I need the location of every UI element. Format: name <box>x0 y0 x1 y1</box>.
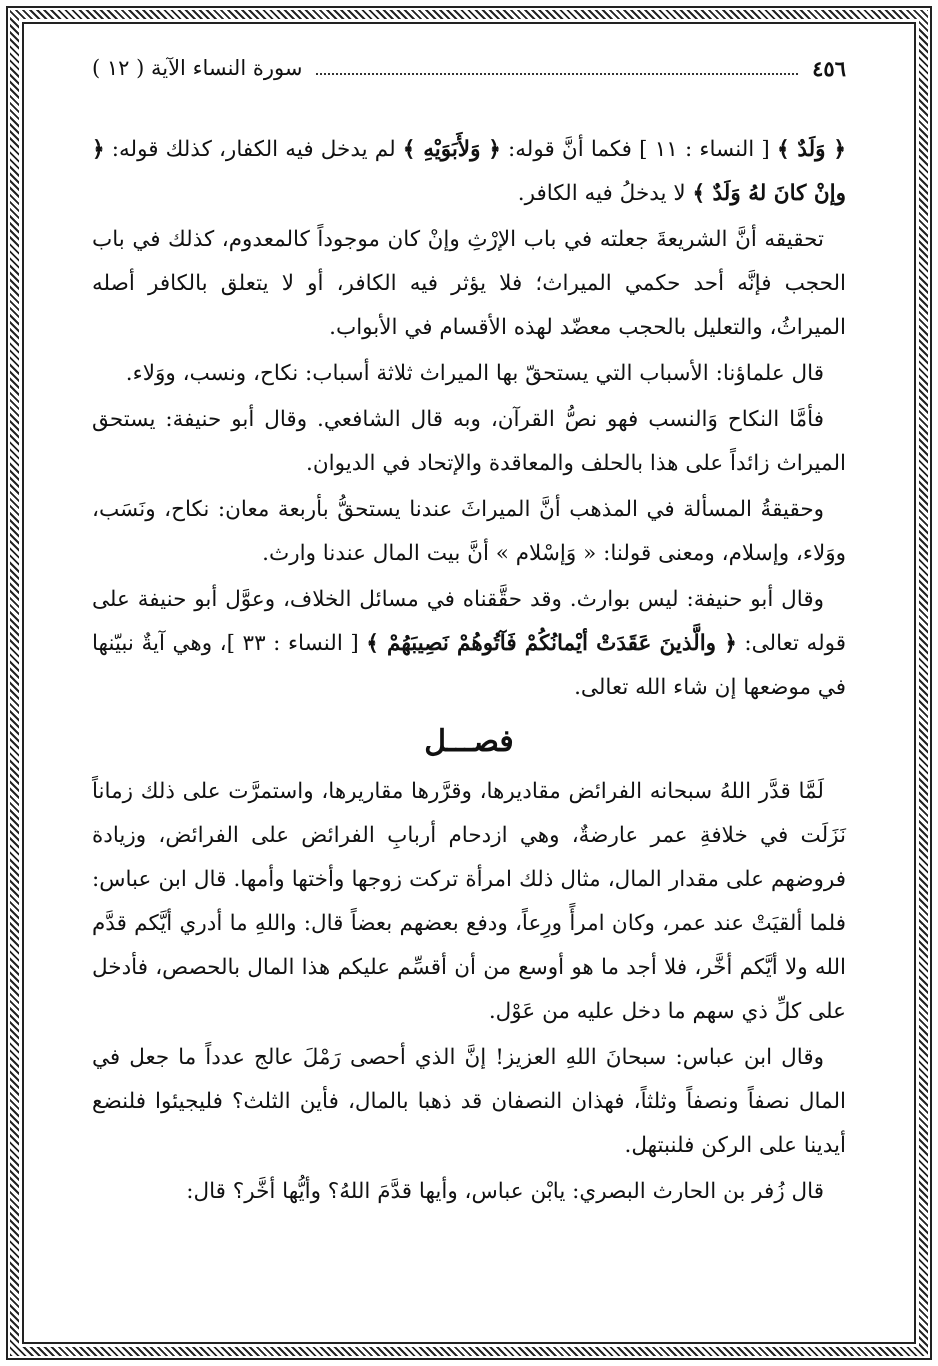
paragraph-text: [ النساء : ٣٣ ]، وهي آيةٌ نبيّنها في موضعها إن شاء الله تعالى. <box>92 631 846 700</box>
paragraph <box>92 398 846 486</box>
quran-verse: ﴿ والَّذينَ عَقَدَتْ أيْمانُكُمْ فَآتُوهُمْ نَصِيبَهُمْ ﴾ <box>366 631 737 656</box>
paragraph <box>92 1036 846 1168</box>
paragraph-text: وحقيقةُ المسألة في المذهب أنَّ الميراثَ عندنا يستحقُّ بأربعة معان: نكاح، ونَسَب، ووَلاء، وإسلام، ومعنى قولنا: « وَإسْلام » أنَّ بيت المال عندنا وارث. <box>92 497 846 566</box>
paragraph <box>92 488 846 576</box>
paragraph-text: لَمَّا قدَّر اللهُ سبحانه الفرائض مقاديرها، وقرَّرها مقاريرها، واستمرَّت على ذلك زماناً نَزَلَت في خلافةِ عمر عارضةٌ، وهي ازدحام أربابِ الفرائض على الفرائض، وزيادة فروضهم على مقدار المال، مثال ذلك امرأة تركت زوجها وأختها وأمها. قال ابن عباس: فلما ألقيَتْ عند عمر، وكان امرأً ورِعاً، ودفع بعضهم بعضاً قال: واللهِ ما أدري أيَّكم قدَّم الله ولا أيَّكم أخَّر، فلا أجد ما هو أوسع من أن أقسِّم عليكم هذا المال بالحصص، فأدخل على كلِّ ذي سهم ما دخل عليه من عَوْل. <box>92 779 846 1024</box>
paragraph-text: لم يدخل فيه الكفار، كذلك قوله: <box>104 137 403 162</box>
paragraph-text: تحقيقه أنَّ الشريعةَ جعلته في باب الإرْثِ وإنْ كان موجوداً كالمعدوم، كذلك في باب الحجب فإنَّه أحد حكمي الميراث؛ فلا يؤثر فيه الكافر، أو لا يتعلق بالكافر أصله الميراثُ، والتعليل بالحجب معضّد لهذه الأقسام في الأبواب. <box>92 227 846 340</box>
page-number: ٤٥٦ <box>812 55 846 81</box>
page-content <box>92 46 846 1216</box>
paragraph-text: فأمَّا النكاح وَالنسب فهو نصُّ القرآن، وبه قال الشافعي. وقال أبو حنيفة: يستحق الميراث زائداً على هذا بالحلف والمعاقدة والإتحاد في الديوان. <box>92 407 846 476</box>
section-heading: فصـــل <box>424 724 514 759</box>
paragraph-text: وقال ابن عباس: سبحانَ اللهِ العزيز! إنَّ الذي أحصى رَمْلَ عالج عدداً ما جعل في المال نصفاً ونصفاً وثلثاً، فهذان النصفان قد ذهبا بالمال، فأين الثلث؟ فليجيئوا فلنضع أيدينا على الركن فلنبتهل. <box>92 1045 846 1158</box>
paragraph <box>92 128 846 216</box>
header-dot-leader <box>316 61 798 75</box>
body-text <box>92 128 846 1214</box>
paragraph <box>92 770 846 1034</box>
paragraph-text: لا يدخلُ فيه الكافر. <box>517 181 693 206</box>
running-header <box>92 46 846 90</box>
paragraph <box>92 218 846 350</box>
paragraph <box>92 578 846 710</box>
paragraph-text: قال علماؤنا: الأسباب التي يستحقّ بها الميراث ثلاثة أسباب: نكاح، ونسب، ووَلاء. <box>125 361 824 386</box>
header-title: سورة النساء الآية ( ١٢ ) <box>92 56 303 80</box>
paragraph-text: وقال أبو حنيفة: ليس بوارث. وقد حقَّقناه في مسائل الخلاف، وعوَّل أبو حنيفة على قوله تعالى: <box>92 587 847 656</box>
quran-verse: ﴿ وإنْ كانَ لهُ وَلَدٌ ﴾ <box>92 137 846 206</box>
quran-verse: ﴿ وَلَدٌ ﴾ <box>776 137 846 162</box>
paragraph <box>92 352 846 396</box>
paragraph-text: [ النساء : ١١ ] فكما أنَّ قوله: <box>500 137 777 162</box>
paragraph-text: قال زُفر بن الحارث البصري: يابْن عباس، وأيها قدَّمَ اللهُ؟ وأيُّها أخَّر؟ قال: <box>186 1179 824 1204</box>
paragraph <box>92 1170 846 1214</box>
quran-verse: ﴿ وَلأَبَوَيْهِ ﴾ <box>402 137 501 162</box>
